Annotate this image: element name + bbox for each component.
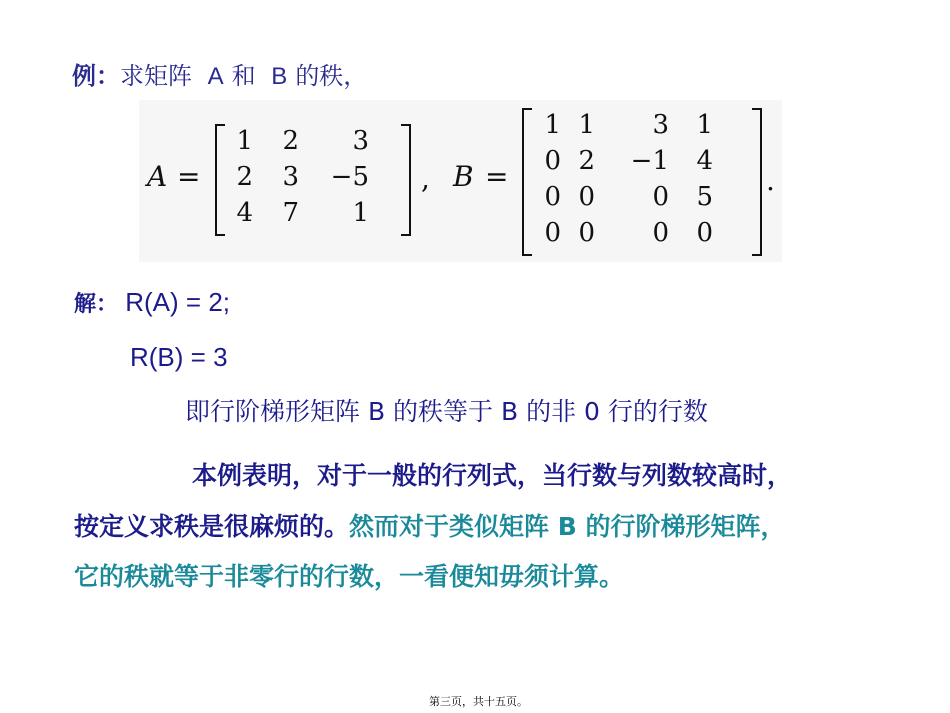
matrix-cell: 2: [282, 126, 299, 156]
matrix-cell: 0: [578, 182, 595, 212]
problem-text-3: 的秩，: [295, 62, 368, 90]
problem-statement: [72, 56, 367, 91]
matrix-cell: 0: [544, 146, 561, 176]
equals-sign-a: =: [177, 160, 201, 193]
problem-text-2: 和: [231, 62, 256, 90]
matrix-cell: 1: [578, 110, 595, 140]
matrix-a-var: A: [207, 63, 224, 90]
matrix-cell: 3: [652, 110, 669, 140]
matrix-cell: 1: [544, 110, 561, 140]
matrix-cell: 5: [696, 182, 713, 212]
page-footer: 第三页，共十五页。: [429, 695, 528, 708]
matrix-b: [522, 108, 762, 256]
paragraph-line-3: 它的秩就等于非零行的行数，一看便知毋须计算。: [74, 562, 625, 591]
solution-tag: 解：: [74, 292, 119, 317]
problem-text-1: 求矩阵: [120, 62, 192, 90]
matrix-cell: −5: [330, 162, 369, 192]
matrix-cell: 1: [236, 126, 253, 156]
matrix-a-right-bracket: [401, 124, 411, 236]
paragraph-line-1: 本例表明，对于一般的行列式，当行数与列数较高时，: [192, 461, 793, 490]
matrix-a: [215, 124, 411, 236]
matrix-b-label: B: [453, 160, 474, 193]
solution-line-1: [74, 287, 230, 318]
paragraph-line-2-dark: 按定义求秩是很麻烦的。: [74, 512, 350, 541]
solution-note: 即行阶梯形矩阵 B 的秩等于 B 的非 0 行的行数: [185, 397, 708, 426]
period: .: [766, 164, 775, 197]
matrix-cell: 2: [578, 146, 595, 176]
rank-b: R(B) = 3: [130, 342, 228, 372]
equals-sign-b: =: [485, 160, 509, 193]
matrix-cell: 2: [236, 162, 253, 192]
matrix-cell: 0: [544, 182, 561, 212]
paragraph-line-2-teal: 然而对于类似矩阵 B 的行阶梯形矩阵，: [349, 512, 786, 541]
rank-a: R(A) = 2;: [125, 287, 230, 317]
matrix-cell: 7: [282, 198, 299, 228]
matrix-cell: 3: [352, 126, 369, 156]
matrix-cell: 1: [352, 198, 369, 228]
matrix-formula: [139, 100, 782, 262]
matrix-cell: 0: [578, 218, 595, 248]
matrix-cell: 0: [696, 218, 713, 248]
matrix-cell: 0: [544, 218, 561, 248]
matrix-cell: 4: [696, 146, 713, 176]
matrix-cell: 4: [236, 198, 253, 228]
example-tag: 例：: [72, 62, 120, 90]
matrix-cell: 3: [282, 162, 299, 192]
matrix-cell: 0: [652, 218, 669, 248]
matrix-cell: −1: [630, 146, 669, 176]
comma: ,: [421, 162, 430, 195]
matrix-cell: 0: [652, 182, 669, 212]
matrix-a-label: A: [147, 160, 168, 193]
paragraph-line-2: [74, 507, 785, 543]
matrix-b-var: B: [271, 63, 288, 90]
matrix-cell: 1: [696, 110, 713, 140]
matrix-b-right-bracket: [752, 108, 762, 256]
